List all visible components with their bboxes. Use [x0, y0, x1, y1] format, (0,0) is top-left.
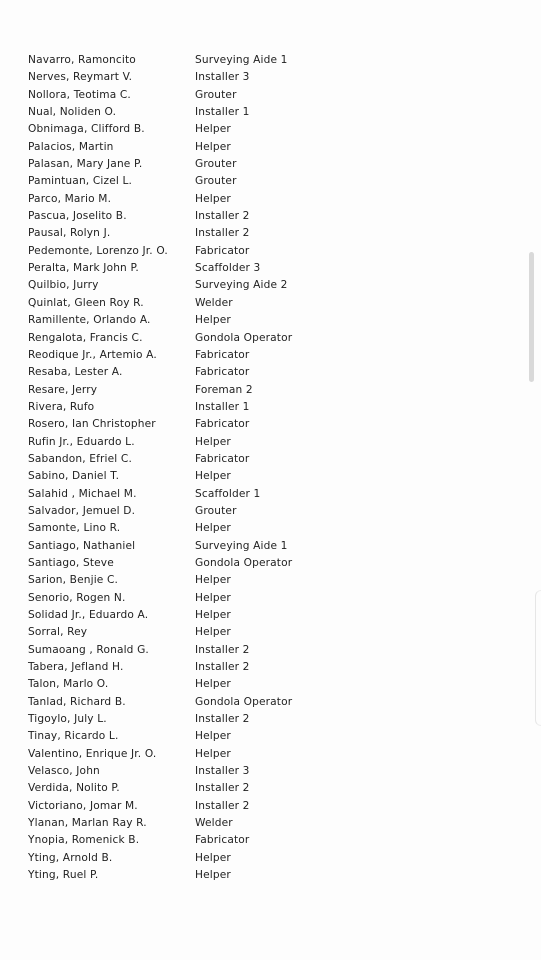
roster-row [28, 555, 508, 572]
employee-name: Parco, Mario M. [28, 192, 112, 205]
employee-position: Gondola Operator [195, 695, 293, 708]
employee-roster-list [28, 52, 508, 885]
employee-position: Helper [195, 851, 231, 864]
employee-name: Sabandon, Efriel C. [28, 452, 132, 465]
roster-row [28, 243, 508, 260]
employee-name: Yting, Ruel P. [28, 869, 99, 882]
employee-position: Grouter [195, 158, 237, 171]
employee-name: Pedemonte, Lorenzo Jr. O. [28, 244, 168, 257]
employee-position: Helper [195, 591, 231, 604]
roster-row [28, 520, 508, 537]
employee-name: Santiago, Nathaniel [28, 539, 136, 552]
employee-name: Tanlad, Richard B. [28, 695, 126, 708]
employee-name: Ramillente, Orlando A. [28, 314, 151, 327]
employee-position: Surveying Aide 2 [195, 279, 288, 292]
roster-row [28, 728, 508, 745]
employee-position: Welder [195, 817, 233, 830]
roster-row [28, 486, 508, 503]
employee-name: Victoriano, Jomar M. [28, 799, 138, 812]
employee-name: Resaba, Lester A. [28, 366, 123, 379]
employee-position: Installer 2 [195, 713, 250, 726]
employee-position: Helper [195, 609, 231, 621]
roster-row [28, 642, 508, 659]
roster-row [28, 121, 508, 138]
employee-name: Rengalota, Francis C. [28, 331, 143, 344]
employee-position: Helper [195, 747, 231, 760]
employee-name: Salvador, Jemuel D. [28, 504, 136, 517]
employee-name: Nual, Noliden O. [28, 106, 117, 119]
employee-name: Nollora, Teotima C. [28, 88, 131, 101]
employee-name: Talon, Marlo O. [28, 678, 109, 691]
roster-row [28, 87, 508, 104]
roster-row [28, 295, 508, 312]
roster-row [28, 173, 508, 190]
employee-name: Rosero, Ian Christopher [28, 418, 156, 431]
employee-name: Quilbio, Jurry [28, 279, 99, 292]
roster-row [28, 850, 508, 867]
roster-row [28, 364, 508, 381]
employee-name: Rufin Jr., Eduardo L. [28, 435, 135, 448]
roster-row [28, 624, 508, 641]
employee-position: Gondola Operator [195, 556, 293, 569]
employee-name: Sabino, Daniel T. [28, 470, 120, 483]
employee-position: Helper [195, 470, 231, 483]
roster-row [28, 330, 508, 347]
employee-position: Installer 1 [195, 400, 250, 413]
employee-position: Installer 2 [195, 643, 250, 656]
employee-position: Helper [195, 314, 231, 327]
employee-position: Installer 2 [195, 210, 250, 223]
employee-name: Ylanan, Marlan Ray R. [28, 817, 147, 830]
employee-position: Installer 2 [195, 782, 250, 795]
employee-position: Surveying Aide 1 [195, 539, 288, 552]
employee-position: Grouter [195, 504, 237, 517]
employee-position: Grouter [195, 88, 237, 101]
employee-position: Gondola Operator [195, 331, 293, 344]
roster-row [28, 347, 508, 364]
employee-position: Helper [195, 869, 231, 882]
employee-name: Solidad Jr., Eduardo A. [28, 609, 149, 621]
employee-name: Palacios, Martin [28, 140, 114, 153]
employee-name: Samonte, Lino R. [28, 522, 121, 535]
employee-name: Sorral, Rey [28, 626, 88, 639]
roster-row [28, 69, 508, 86]
page-edge-tab [535, 590, 541, 726]
roster-row [28, 156, 508, 173]
employee-position: Fabricator [195, 452, 250, 465]
employee-position: Surveying Aide 1 [195, 54, 288, 66]
employee-name: Tabera, Jefland H. [28, 661, 124, 674]
roster-row [28, 694, 508, 711]
employee-name: Nerves, Reymart V. [28, 71, 133, 84]
roster-row [28, 139, 508, 156]
employee-position: Installer 2 [195, 661, 250, 674]
roster-row [28, 451, 508, 468]
employee-name: Navarro, Ramoncito [28, 54, 136, 66]
employee-position: Installer 3 [195, 71, 250, 84]
roster-row [28, 416, 508, 433]
employee-name: Obnimaga, Clifford B. [28, 123, 145, 136]
employee-position: Helper [195, 435, 231, 448]
roster-row [28, 468, 508, 485]
employee-name: Valentino, Enrique Jr. O. [28, 747, 157, 760]
employee-name: Sumaoang , Ronald G. [28, 643, 149, 656]
employee-name: Verdida, Nolito P. [28, 782, 120, 795]
employee-name: Quinlat, Gleen Roy R. [28, 296, 144, 309]
employee-position: Fabricator [195, 348, 250, 361]
employee-position: Fabricator [195, 366, 250, 379]
employee-position: Installer 1 [195, 106, 250, 119]
employee-name: Pausal, Rolyn J. [28, 227, 111, 240]
roster-row [28, 798, 508, 815]
employee-name: Tinay, Ricardo L. [28, 730, 119, 743]
roster-row [28, 191, 508, 208]
employee-position: Installer 2 [195, 227, 250, 240]
roster-row [28, 815, 508, 832]
employee-position: Helper [195, 678, 231, 691]
employee-name: Yting, Arnold B. [28, 851, 113, 864]
employee-position: Helper [195, 522, 231, 535]
employee-name: Sarion, Benjie C. [28, 574, 119, 587]
employee-name: Santiago, Steve [28, 556, 114, 569]
roster-row [28, 52, 508, 69]
employee-position: Helper [195, 626, 231, 639]
roster-row [28, 277, 508, 294]
employee-name: Palasan, Mary Jane P. [28, 158, 143, 171]
employee-name: Senorio, Rogen N. [28, 591, 126, 604]
roster-row [28, 711, 508, 728]
roster-row [28, 382, 508, 399]
roster-row [28, 538, 508, 555]
roster-row [28, 607, 508, 624]
employee-position: Fabricator [195, 418, 250, 431]
roster-row [28, 572, 508, 589]
roster-row [28, 260, 508, 277]
roster-row [28, 434, 508, 451]
roster-row [28, 208, 508, 225]
roster-row [28, 225, 508, 242]
roster-row [28, 399, 508, 416]
roster-row [28, 312, 508, 329]
roster-row [28, 503, 508, 520]
employee-position: Helper [195, 192, 231, 205]
employee-name: Salahid , Michael M. [28, 487, 137, 500]
roster-row [28, 104, 508, 121]
employee-position: Scaffolder 3 [195, 262, 261, 275]
employee-name: Resare, Jerry [28, 383, 98, 396]
employee-name: Peralta, Mark John P. [28, 262, 139, 275]
employee-position: Scaffolder 1 [195, 487, 261, 500]
employee-name: Velasco, John [28, 765, 100, 778]
roster-row [28, 867, 508, 884]
employee-position: Helper [195, 574, 231, 587]
employee-position: Welder [195, 296, 233, 309]
roster-row [28, 590, 508, 607]
roster-row [28, 832, 508, 849]
employee-position: Fabricator [195, 834, 250, 847]
employee-name: Rivera, Rufo [28, 400, 95, 413]
employee-position: Fabricator [195, 244, 250, 257]
roster-row [28, 659, 508, 676]
employee-name: Pascua, Joselito B. [28, 210, 127, 223]
employee-position: Installer 3 [195, 765, 250, 778]
employee-position: Grouter [195, 175, 237, 188]
roster-row [28, 676, 508, 693]
vertical-scrollbar[interactable] [529, 252, 534, 382]
employee-position: Installer 2 [195, 799, 250, 812]
employee-name: Pamintuan, Cizel L. [28, 175, 133, 188]
employee-position: Helper [195, 123, 231, 136]
employee-name: Ynopia, Romenick B. [28, 834, 140, 847]
roster-row [28, 746, 508, 763]
employee-name: Reodique Jr., Artemio A. [28, 348, 157, 361]
employee-position: Foreman 2 [195, 383, 253, 396]
employee-position: Helper [195, 140, 231, 153]
employee-name: Tigoylo, July L. [28, 713, 107, 726]
roster-row [28, 780, 508, 797]
roster-row [28, 763, 508, 780]
employee-position: Helper [195, 730, 231, 743]
